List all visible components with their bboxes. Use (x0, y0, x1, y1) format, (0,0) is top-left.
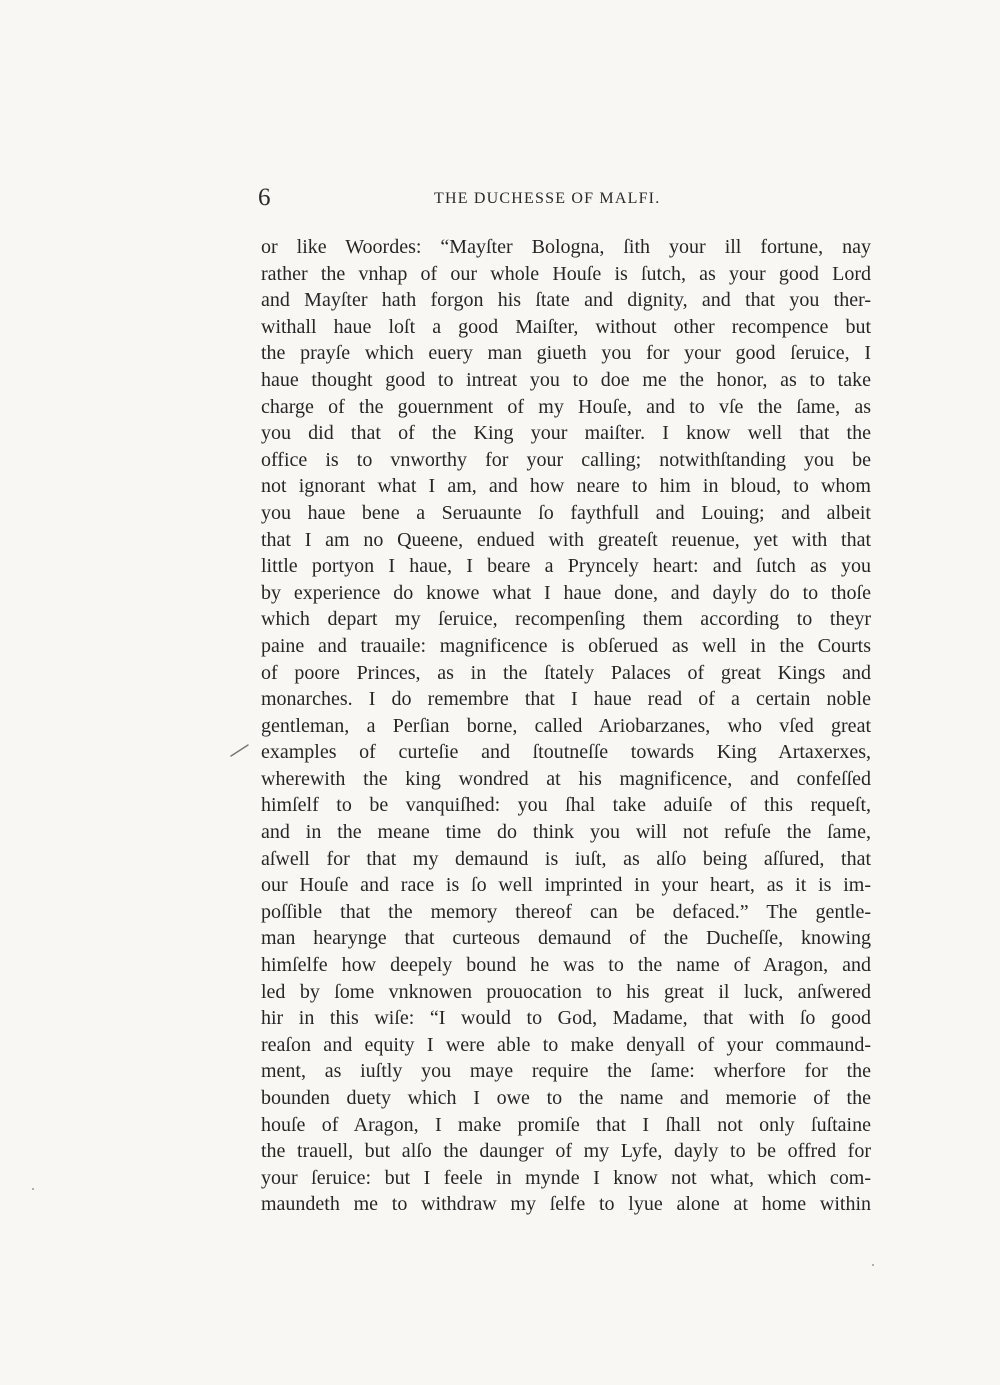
text-line: the prayſe which euery man giueth you for your good ſeruice, I (261, 342, 871, 365)
text-line: houſe of Aragon, I make promiſe that I ſhall not only ſuſtaine (261, 1113, 871, 1136)
text-line: which depart my ſeruice, recompenſing them according to theyr (261, 608, 871, 631)
text-line: monarches. I do remembre that I haue read of a certain noble (261, 688, 871, 711)
text-line: of poore Princes, as in the ſtately Palaces of great Kings and (261, 661, 871, 684)
running-title: THE DUCHESSE OF MALFI. (434, 190, 661, 207)
text-line: office is to vnworthy for your calling; notwithſtanding you be (261, 448, 871, 471)
text-line: and in the meane time do think you will not refuſe the ſame, (261, 821, 871, 844)
text-line: reaſon and equity I were able to make denyall of your commaund- (261, 1033, 871, 1056)
text-line: the trauell, but alſo the daunger of my Lyfe, dayly to be offred for (261, 1140, 871, 1163)
text-line: wherewith the king wondred at his magnificence, and confeſſed (261, 767, 871, 790)
text-line: man hearynge that curteous demaund of the Ducheſſe, knowing (261, 927, 871, 950)
text-line: withall haue loſt a good Maiſter, without other recompence but (261, 315, 871, 338)
page-header (258, 186, 870, 210)
text-line: or like Woordes: “Mayſter Bologna, ſith your ill fortune, nay (261, 236, 871, 258)
page-speck (32, 1188, 34, 1190)
text-line: poſſible that the memory thereof can be defaced.” The gentle- (261, 900, 871, 923)
text-line: led by ſome vnknowen prouocation to his great il luck, anſwered (261, 980, 871, 1003)
text-line: our Houſe and race is ſo well imprinted in your heart, as it is im- (261, 874, 871, 897)
page-number: 6 (258, 184, 271, 211)
text-line: you haue bene a Seruaunte ſo faythfull and Louing; and albeit (261, 501, 871, 524)
text-line: himſelfe how deepely bound he was to the name of Aragon, and (261, 954, 871, 977)
pencil-mark-icon (229, 742, 251, 758)
text-line: gentleman, a Perſian borne, called Ariobarzanes, who vſed great (261, 714, 871, 737)
text-line: charge of the gouernment of my Houſe, and to vſe the ſame, as (261, 395, 871, 418)
text-line: bounden duety which I owe to the name and memorie of the (261, 1087, 871, 1109)
text-line: examples of curteſie and ſtoutneſſe towards King Artaxerxes, (261, 741, 871, 764)
text-line: maundeth me to withdraw my ſelfe to lyue alone at home within (261, 1193, 871, 1216)
text-line: himſelf to be vanquiſhed: you ſhal take aduiſe of this requeſt, (261, 794, 871, 817)
text-line: hir in this wiſe: “I would to God, Madame, that with ſo good (261, 1007, 871, 1030)
text-line: paine and trauaile: magnificence is obſerued as well in the Courts (261, 634, 871, 657)
text-line: haue thought good to intreat you to doe me the honor, as to take (261, 368, 871, 391)
text-line: little portyon I haue, I beare a Pryncely heart: and ſutch as you (261, 555, 871, 578)
text-line: you did that of the King your maiſter. I know well that the (261, 422, 871, 445)
text-line: rather the vnhap of our whole Houſe is ſutch, as your good Lord (261, 262, 871, 285)
page-speck (872, 1264, 874, 1266)
text-line: and Mayſter hath forgon his ſtate and dignity, and that you ther- (261, 289, 871, 312)
text-line: aſwell for that my demaund is iuſt, as alſo being aſſured, that (261, 847, 871, 870)
body-text (261, 234, 871, 1218)
text-line: ment, as iuſtly you maye require the ſame: wherfore for the (261, 1060, 871, 1083)
text-line: your ſeruice: but I feele in mynde I know not what, which com- (261, 1166, 871, 1189)
text-line: that I am no Queene, endued with greateſt reuenue, yet with that (261, 528, 871, 551)
text-line: by experience do knowe what I haue done, and dayly do to thoſe (261, 581, 871, 604)
text-line: not ignorant what I am, and how neare to him in bloud, to whom (261, 475, 871, 498)
